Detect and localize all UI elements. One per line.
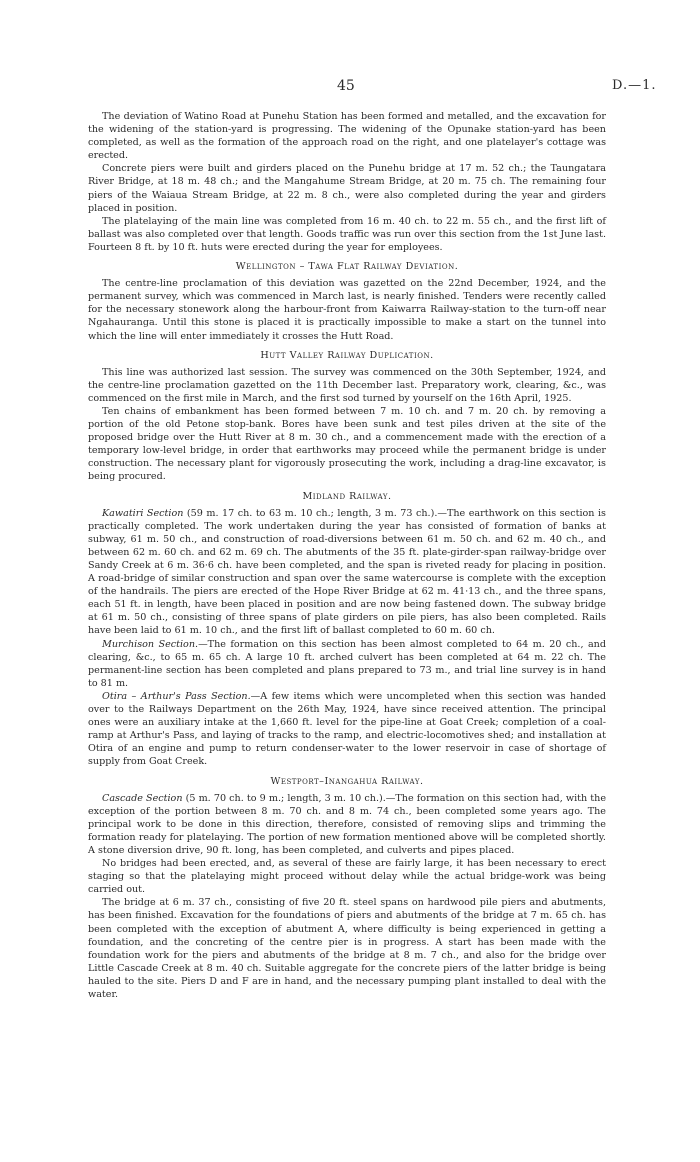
paragraph: This line was authorized last session. The survey was commenced on the 30th September, 1924, and the centre-line proclamation gazetted on the 11th December last. Preparatory work, clearing, &c., was commenced on the first mile in March, and the first sod turned by yourself on the 16th April, 1925.: [88, 366, 606, 404]
paragraph-text: (59 m. 17 ch. to 63 m. 10 ch.; length, 3 m. 73 ch.).—The earthwork on this section is practically completed. The work undertaken during the year has consisted of formation of banks at subway, 61 m. 50 ch., and construction of road-diversions between 61 m. 50 ch. and 62 m. 40 ch., and between 62 m. 60 ch. and 62 m. 69 ch. The abutments of the 35 ft. plate-girder-span railway-bridge over Sandy Creek at 6 m. 36·6 ch. have been completed, and the span is riveted ready for placing in position. A road-bridge of similar construction and span over the same watercourse is complete with the exception of the handrails. The piers are erected of the Hope River Bridge at 62 m. 41·13 ch., and the three spans, each 51 ft. in length, have been placed in position and are now being fastened down. The subway bridge at 61 m. 50 ch., consisting of three spans of plate girders on pile piers, has also been completed. Rails have been laid to 61 m. 10 ch., and the first lift of ballast completed to 60 m. 60 ch.: [88, 507, 606, 637]
paragraph: The platelaying of the main line was completed from 16 m. 40 ch. to 22 m. 55 ch., and the first lift of ballast was also completed over that length. Goods traffic was run over this section from the 1st June last. Fourteen 8 ft. by 10 ft. huts were erected during the year for employees.: [88, 215, 606, 253]
paragraph: [88, 507, 606, 638]
section-name: Cascade Section: [102, 792, 183, 804]
paragraph: The deviation of Watino Road at Punehu Station has been formed and metalled, and the excavation for the widening of the station-yard is progressing. The widening of the Opunake station-yard has been completed, as well as the formation of the approach road on the right, and one platelayer's cottage was erected.: [88, 111, 606, 162]
paragraph: The centre-line proclamation of this deviation was gazetted on the 22nd December, 1924, and the permanent survey, which was commenced in March last, is nearly finished. Tenders were recently called for the necessary stonework along the harbour-front from Kaiwarra Railway-station to the turn-off near Ngahauranga. Until this stone is placed it is practically impossible to make a start on the tunnel into which the line will enter immediately it crosses the Hutt Road.: [88, 278, 606, 342]
page-header: [0, 78, 700, 98]
paragraph: [88, 638, 606, 690]
document-body: [88, 110, 606, 1001]
paragraph-text: (5 m. 70 ch. to 9 m.; length, 3 m. 10 ch.).—The formation on this section had, with the exception of the portion between 8 m. 70 ch. and 8 m. 74 ch., been completed some years ago. The principal work to be done in this direction, therefore, consisted of removing slips and trimming the formation ready for platelaying. The portion of new formation mentioned above will be completed shortly. A stone diversion drive, 90 ft. long, has been completed, and culverts and pipes placed.: [88, 792, 606, 856]
paragraph-text: —A few items which were uncompleted when this section was handed over to the Railways Department on the 26th May, 1924, have since received attention. The principal ones were an auxiliary intake at the 1,660 ft. level for the pipe-line at Goat Creek; completion of a coal-ramp at Arthur's Pass, and laying of tracks to the ramp, and electric-locomotives shed; and installation at Otira of an engine and pump to return condenser-water to the lower reservoir in case of shortage of supply from Goat Creek.: [88, 690, 606, 768]
paragraph: Concrete piers were built and girders placed on the Punehu bridge at 17 m. 52 ch.; the Taungatara River Bridge, at 18 m. 48 ch.; and the Mangahume Stream Bridge, at 20 m. 75 ch. The remaining four piers of the Waiaua Stream Bridge, at 22 m. 8 ch., were also completed during the year and girders placed in position.: [88, 163, 606, 214]
page-number: 45: [337, 78, 355, 94]
section-heading: Wellington – Tawa Flat Railway Deviation.: [235, 261, 459, 273]
section-name: Murchison Section.: [102, 638, 199, 650]
section-heading: Hutt Valley Railway Duplication.: [260, 349, 434, 361]
paragraph: [88, 792, 606, 857]
paragraph: [88, 690, 606, 769]
paragraph: Ten chains of embankment has been formed between 7 m. 10 ch. and 7 m. 20 ch. by removing a portion of the old Petone stop-bank. Bores have been sunk and test piles driven at the site of the proposed bridge over the Hutt River at 8 m. 30 ch., and a commencement made with the erection of a temporary low-level bridge, in order that earthworks may proceed while the permanent bridge is under construction. The necessary plant for vigorously prosecuting the work, including a drag-line excavator, is being procured.: [88, 405, 606, 483]
document-reference: D.—1.: [612, 78, 657, 93]
section-heading: Midland Railway.: [302, 490, 392, 502]
paragraph: The bridge at 6 m. 37 ch., consisting of five 20 ft. steel spans on hardwood pile piers and abutments, has been finished. Excavation for the foundations of piers and abutments of the bridge at 7 m. 65 ch. has been completed with the exception of abutment A, where difficulty is being experienced in getting a foundation, and the concreting of the centre pier is in progress. A start has been made with the foundation work for the piers and abutments of the bridge at 8 m. 7 ch., and also for the bridge over Little Cascade Creek at 8 m. 40 ch. Suitable aggregate for the concrete piers of the latter bridge is being hauled to the site. Piers D and F are in hand, and the necessary pumping plant installed to deal with the water.: [88, 897, 606, 1000]
section-name: Kawatiri Section: [102, 507, 184, 519]
section-heading: Westport–Inangahua Railway.: [270, 775, 424, 787]
section-name: Otira – Arthur's Pass Section.: [102, 690, 251, 702]
paragraph-text: —The formation on this section has been almost completed to 64 m. 20 ch., and clearing, &c., to 65 m. 65 ch. A large 10 ft. arched culvert has been completed at 64 m. 22 ch. The permanent-line section has been completed and plans prepared to 73 m., and trial line survey is in hand to 81 m.: [88, 638, 606, 689]
paragraph: No bridges had been erected, and, as several of these are fairly large, it has been necessary to erect staging so that the platelaying might proceed without delay while the actual bridge-work was being carried out.: [88, 858, 606, 896]
